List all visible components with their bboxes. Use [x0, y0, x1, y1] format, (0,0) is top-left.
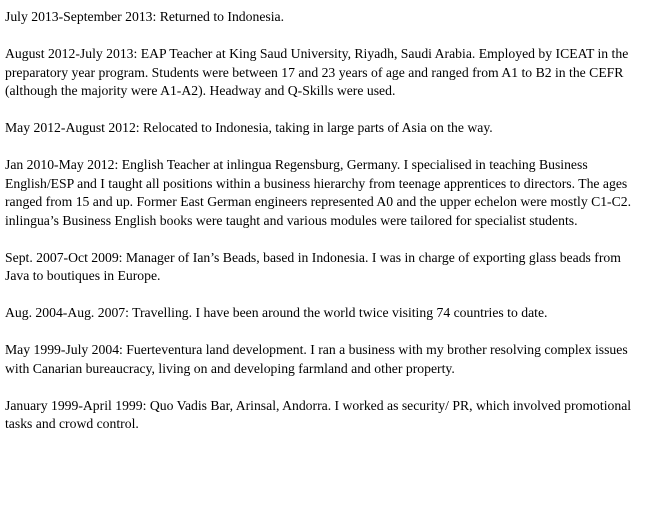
entry-fuerteventura: May 1999-July 2004: Fuerteventura land development. I ran a business with my brother resolving complex issues with Canarian bureaucracy, living on and developing farmland and other property. [5, 342, 628, 376]
entry-2013-return: July 2013-September 2013: Returned to Indonesia. [5, 9, 285, 24]
entry-king-saud-university: August 2012-July 2013: EAP Teacher at King Saud University, Riyadh, Saudi Arabia. Employed by ICEAT in the preparatory year program. Students were between 17 and 23 years of age and ranged from A1 to B2 in the CEFR (although the majority were A1-A2). Headway and Q-Skills were used. [5, 46, 629, 98]
entry-travelling: Aug. 2004-Aug. 2007: Travelling. I have been around the world twice visiting 74 countries to date. [5, 305, 548, 320]
entry-inlingua-regensburg: Jan 2010-May 2012: English Teacher at inlingua Regensburg, Germany. I specialised in teaching Business English/ESP and I taught all positions within a business hierarchy from teenage apprentices to directors. The ages ranged from 15 and up. Former East German engineers represented A0 and the upper echelon were mostly C1-C2. inlingua’s Business English books were taught and various modules were tailored for specialist students. [5, 157, 632, 228]
entry-relocation-2012: May 2012-August 2012: Relocated to Indonesia, taking in large parts of Asia on the way. [5, 120, 493, 135]
entry-ians-beads: Sept. 2007-Oct 2009: Manager of Ian’s Beads, based in Indonesia. I was in charge of exporting glass beads from Java to boutiques in Europe. [5, 249, 621, 283]
entry-quo-vadis-bar: January 1999-April 1999: Quo Vadis Bar, Arinsal, Andorra. I worked as security/ PR, which involved promotional tasks and crowd control. [5, 397, 632, 431]
